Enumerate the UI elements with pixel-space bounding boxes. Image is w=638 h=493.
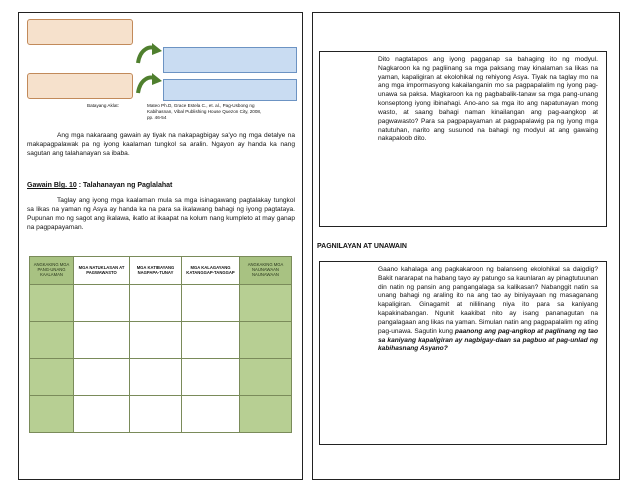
left-page (18, 12, 303, 480)
table-cell[interactable] (240, 322, 292, 359)
right-page (312, 12, 620, 480)
reflection-body: Gaano kahalaga ang pagkakaroon ng balanseng ekolohikal sa daigdig? Bakit nararapat na habang tayo ay patungo sa kaunlaran ay pinagtutuunan din natin ng pansin ang pangangalaga sa kalikasan? Nabanggit natin sa unang bahagi ng araling ito na ang tao ay biniyayaan ng masaganang kapaligiran. Ginagamit at nililinang niya ito para sa kaniyang kapakinabangan. Ngunit kaakibat nito ay isang pananagutan na pangalagaan ang likas na yaman. Simulan natin ang pagpapalalim ng ating pag-unawa. Sagutin kung (378, 266, 598, 335)
table-header: ANGKAKING MGA PANG-UNANG KAALAMAN (30, 257, 74, 285)
table-cell[interactable] (182, 322, 240, 359)
table-cell[interactable] (130, 359, 182, 396)
summary-table (29, 256, 292, 433)
reflection-box (319, 261, 607, 445)
table-cell[interactable] (74, 322, 130, 359)
intro-paragraph: Ang mga nakaraang gawain ay tiyak na nakapagbigay sa'yo ng mga detalye na makapagpalawak pa ng iyong kaalaman tungkol sa aralin. Ngayon ay handa ka nang sagutan ang talahanayan sa ibaba. (27, 132, 295, 157)
table-header-row (30, 257, 292, 285)
summary-box-text: Dito nagtatapos ang iyong pagganap sa bahaging ito ng modyul. Nagkaroon ka ng pagliinang sa mga paksang may kinalaman sa likas na yaman, kapaligiran at ekolohikal ng rehiyong Asya. Tiyak na taglay mo na ang mga impormasyong kakailanganin mo sa pagpapalalim ng iyong pag-unawa sa paksa. Magkaroon ka ng pagbabalik-tanaw sa mga pang-unang konseptong iyong ibinahagi. Ano-ano sa mga ito ang napatunayan mong wasto, at saang bahagi naman kinailangan ang pag-aangkop at pagwawasto? Para sa pagpapayaman at pagpapalawig pa ng iyong mga natutuhan, narito ang susunod na bahagi ng modyul at ang gawaing nakapaloob dito. (378, 56, 598, 143)
table-row (30, 359, 292, 396)
reflection-question: paanong ang pag-angkop at paglinang ng tao sa kaniyang kapaligiran ay nagbigay-daan sa pagbuo at pag-unlad ng kabihasnang Asyano? (378, 327, 598, 353)
table-cell[interactable] (240, 396, 292, 433)
orange-concept-box-1 (27, 19, 133, 45)
table-cell[interactable] (130, 322, 182, 359)
table-cell[interactable] (182, 285, 240, 322)
table-cell[interactable] (130, 285, 182, 322)
orange-concept-box-2 (27, 73, 133, 99)
table-cell[interactable] (30, 285, 74, 322)
table-cell[interactable] (74, 285, 130, 322)
citation-label: Batayang Aklat: (87, 103, 119, 108)
blue-concept-box-2 (163, 79, 297, 101)
curved-arrow-icon (134, 41, 164, 67)
table-header: MGA KALAGAYANG KATANGGAP-TANGGAP (182, 257, 240, 285)
table-cell[interactable] (240, 285, 292, 322)
table-row (30, 322, 292, 359)
gawain-number: Gawain Blg. 10 (27, 182, 77, 189)
table-row (30, 285, 292, 322)
table-cell[interactable] (74, 359, 130, 396)
table-cell[interactable] (130, 396, 182, 433)
curved-arrow-icon (134, 71, 164, 97)
instruction-paragraph: Taglay ang iyong mga kaalaman mula sa mga isinagawang pagtalakay tungkol sa likas na yaman ng Asya ay handa ka na para sa ikalawang bahagi ng iyong pagtatayа. Pupunan mo ng sagot ang ikalawa, ikatlo at ikaapat na kolum nang kumpleto at may ganap na pagpapayaman. (27, 197, 295, 231)
table-header: ANGKAKING MGA NAUNAWAAN NAUNAWAAN (240, 257, 292, 285)
table-cell[interactable] (182, 396, 240, 433)
table-header: MGA KATIBAYANG NAGPAPA-TUNAY (130, 257, 182, 285)
table-header: MGA NATUKLASAN AT PAGWAWASTO (74, 257, 130, 285)
table-cell[interactable] (74, 396, 130, 433)
table-cell[interactable] (240, 359, 292, 396)
citation-text: Mateo Ph.D, Grace Estela C., et. al., Pag-Usbong ng Kabihasnan, Vibal Publishing House Quezon City, 2008, pp. 46-54 (147, 103, 262, 121)
table-cell[interactable] (182, 359, 240, 396)
table-cell[interactable] (30, 359, 74, 396)
table-cell[interactable] (30, 396, 74, 433)
table-row (30, 396, 292, 433)
summary-box (319, 51, 607, 227)
reflection-box-text (378, 266, 598, 354)
table-cell[interactable] (30, 322, 74, 359)
section-heading: PAGNILAYAN AT UNAWAIN (317, 243, 407, 250)
blue-concept-box-1 (163, 47, 297, 73)
gawain-heading (27, 182, 172, 189)
gawain-title: : Talahanayan ng Paglalahat (76, 182, 173, 189)
